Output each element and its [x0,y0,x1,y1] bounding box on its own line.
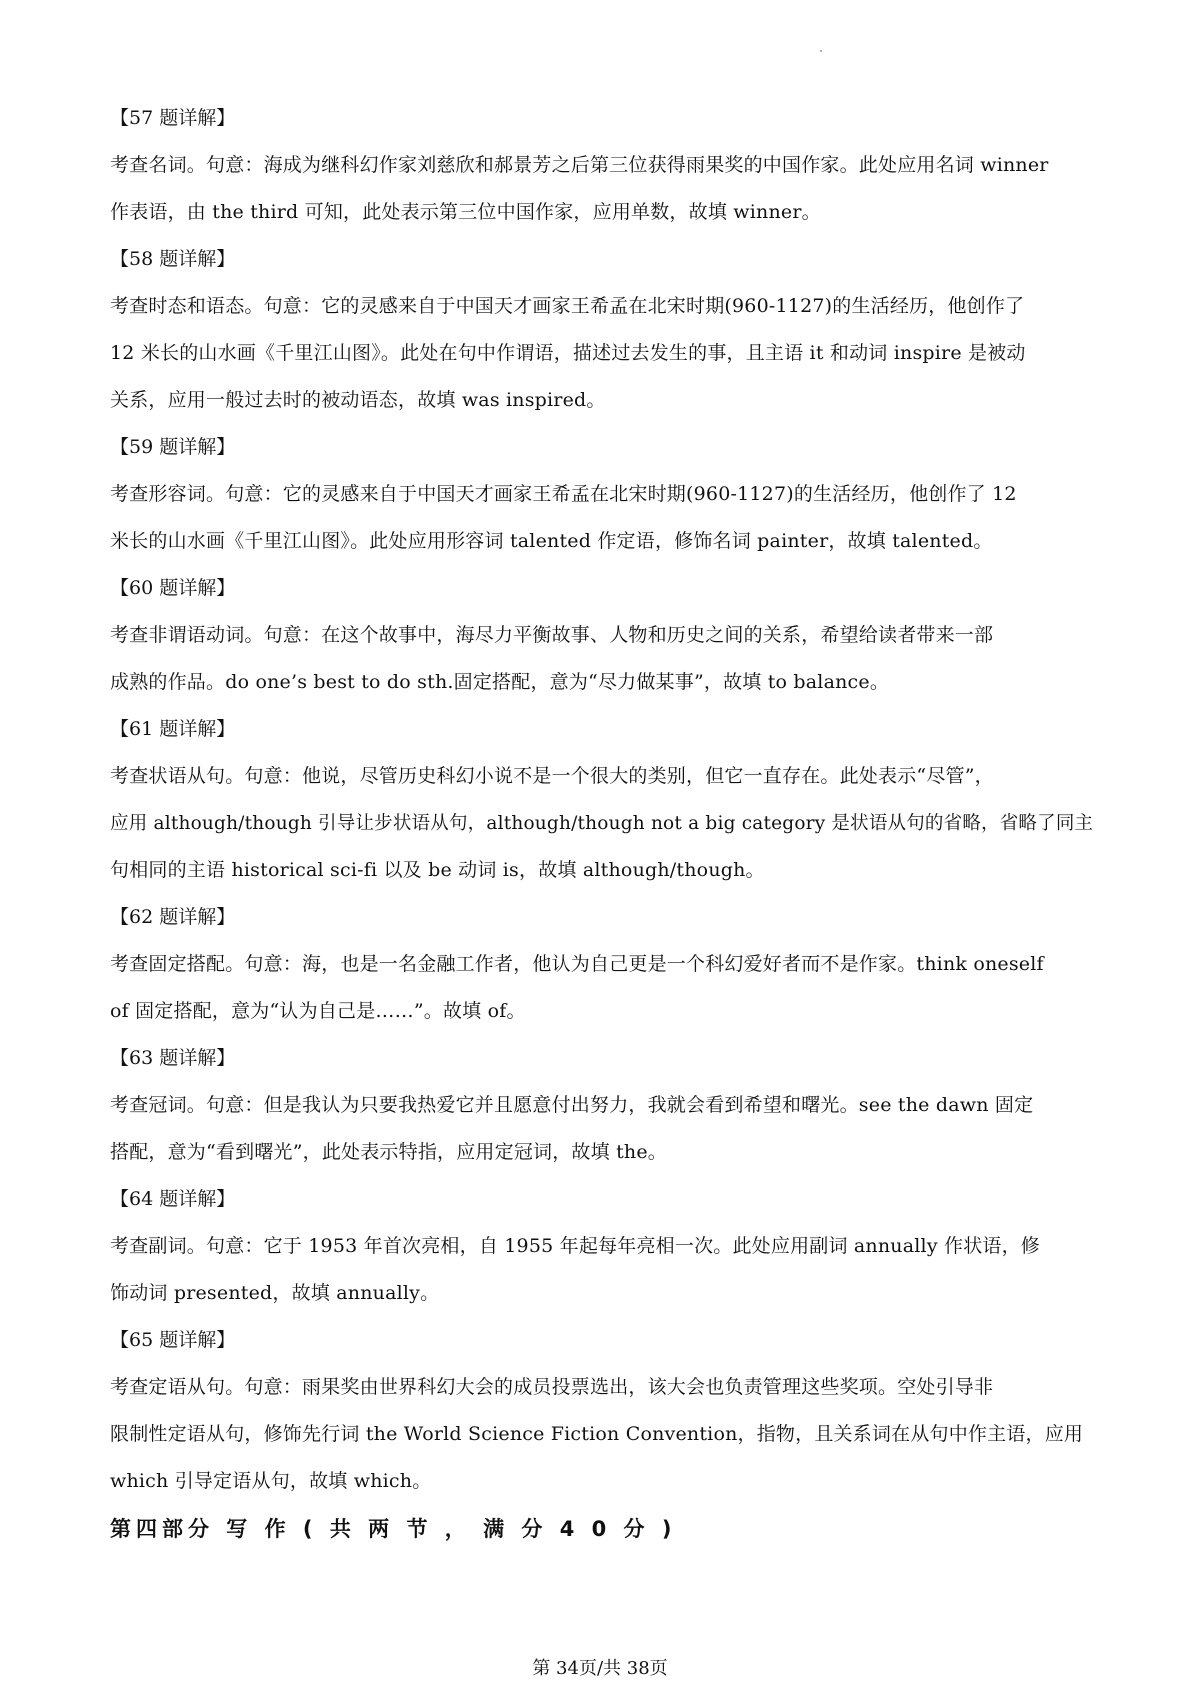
section-heading: 【59 题详解】 [110,436,236,458]
section-heading: 【63 题详解】 [110,1047,236,1069]
section-heading: 【64 题详解】 [110,1188,236,1210]
explanation-text-line: which 引导定语从句，故填 which。 [110,1470,432,1492]
section-heading: 【57 题详解】 [110,107,236,129]
explanation-text-line: 饰动词 presented，故填 annually。 [110,1282,440,1304]
explanation-text-line: 12 米长的山水画《千里江山图》。此处在句中作谓语，描述过去发生的事，且主语 it 和动词 inspire 是被动 [110,342,1026,364]
page-footer: 第 34页/共 38页 [532,1658,668,1679]
explanation-text-line: 考查冠词。句意：但是我认为只要我热爱它并且愿意付出努力，我就会看到希望和曙光。see the dawn 固定 [110,1094,1034,1116]
explanation-section [110,894,1100,1035]
explanation-section [110,565,1100,706]
explanation-section [110,1317,1100,1505]
page-dot-mark [820,50,822,52]
answer-explanations [110,95,1100,1549]
explanation-text-line: 关系，应用一般过去时的被动语态，故填 was inspired。 [110,389,606,411]
explanation-text-line: 考查名词。句意：海成为继科幻作家刘慈欣和郝景芳之后第三位获得雨果奖的中国作家。此处应用名词 winner [110,154,1049,176]
explanation-text-line: 考查形容词。句意：它的灵感来自于中国天才画家王希孟在北宋时期(960-1127)的生活经历，他创作了 12 [110,483,1017,505]
explanation-text-line: of 固定搭配，意为“认为自己是……”。故填 of。 [110,1000,526,1022]
section-heading: 【58 题详解】 [110,248,236,270]
explanation-section [110,1176,1100,1317]
explanation-section [110,1035,1100,1176]
explanation-text-line: 考查定语从句。句意：雨果奖由世界科幻大会的成员投票选出，该大会也负责管理这些奖项。空处引导非 [110,1376,994,1398]
explanation-section [110,424,1100,565]
explanation-text-line: 作表语，由 the third 可知，此处表示第三位中国作家，应用单数，故填 winner。 [110,201,821,223]
explanation-text-line: 考查副词。句意：它于 1953 年首次亮相，自 1955 年起每年亮相一次。此处应用副词 annually 作状语，修 [110,1235,1040,1257]
explanation-section [110,95,1100,236]
section-heading: 【65 题详解】 [110,1329,236,1351]
explanation-text-line: 考查非谓语动词。句意：在这个故事中，海尽力平衡故事、人物和历史之间的关系，希望给读者带来一部 [110,624,994,646]
section-heading: 【60 题详解】 [110,577,236,599]
explanation-text-line: 应用 although/though 引导让步状语从句，although/though not a big category 是状语从句的省略，省略了同主 [110,813,1094,834]
explanation-text-line: 搭配，意为“看到曙光”，此处表示特指，应用定冠词，故填 the。 [110,1141,667,1163]
explanation-section [110,236,1100,424]
explanation-text-line: 限制性定语从句，修饰先行词 the World Science Fiction Convention，指物，且关系词在从句中作主语，应用 [110,1423,1084,1445]
section-heading: 【62 题详解】 [110,906,236,928]
explanation-text-line: 考查时态和语态。句意：它的灵感来自于中国天才画家王希孟在北宋时期(960-1127)的生活经历，他创作了 [110,295,1025,317]
section-heading: 【61 题详解】 [110,718,236,740]
explanation-text-line: 米长的山水画《千里江山图》。此处应用形容词 talented 作定语，修饰名词 painter，故填 talented。 [110,530,993,552]
part-title: 第四部分 写 作 ( 共 两 节 ， 满 分 4 0 分 ) [110,1517,677,1541]
explanation-text-line: 考查状语从句。句意：他说，尽管历史科幻小说不是一个很大的类别，但它一直存在。此处表示“尽管”， [110,765,994,787]
explanation-text-line: 成熟的作品。do one’s best to do sth.固定搭配，意为“尽力做某事”，故填 to balance。 [110,671,890,693]
explanation-text-line: 句相同的主语 historical sci-fi 以及 be 动词 is，故填 although/though。 [110,859,765,881]
explanation-section [110,706,1100,894]
explanation-text-line: 考查固定搭配。句意：海，也是一名金融工作者，他认为自己更是一个科幻爱好者而不是作家。think oneself [110,953,1044,975]
